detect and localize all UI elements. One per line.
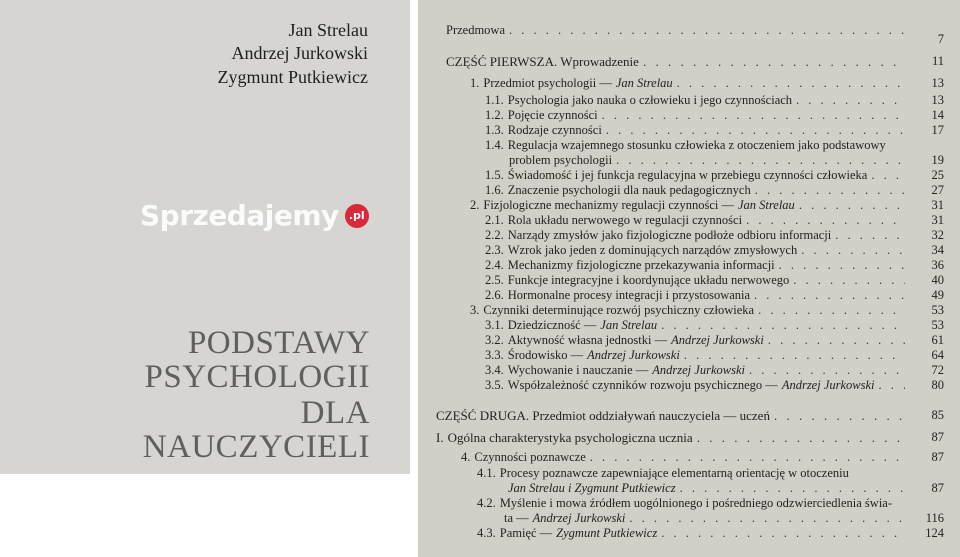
dot-leader — [774, 408, 905, 423]
toc-entry-title: Świadomość i jej funkcja regulacyjna w przebiegu czynności człowieka — [507, 168, 868, 182]
toc-page-number: 40 — [931, 273, 944, 287]
toc-entry-number: 4.1. — [477, 466, 496, 480]
toc-entry-title: Czynniki determinujące rozwój psychiczny człowieka — [483, 303, 755, 317]
cover-author: Jan Strelau — [288, 20, 368, 40]
watermark-logo: Sprzedajemy — [140, 199, 339, 232]
toc-entry-author: Jan Strelau — [737, 198, 795, 212]
toc-entry — [436, 408, 905, 423]
toc-page-number: 53 — [931, 318, 944, 332]
watermark-badge: .pl — [345, 204, 369, 228]
toc-entry — [485, 93, 905, 108]
toc-page-number: 13 — [931, 93, 944, 107]
toc-page-number: 85 — [931, 408, 944, 422]
toc-entry — [509, 153, 905, 168]
toc-page-number: 80 — [931, 378, 944, 392]
dot-leader — [616, 153, 905, 168]
dot-leader — [684, 348, 905, 363]
toc-entry — [485, 258, 905, 273]
dot-leader — [758, 303, 905, 318]
book-cover — [0, 0, 410, 474]
toc-entry-author: Jan Strelau — [615, 76, 673, 90]
toc-entry-number: 1.2. — [485, 108, 504, 122]
toc-entry-author: Andrzej Jurkowski — [587, 348, 680, 362]
toc-entry — [470, 303, 905, 318]
toc-entry-number: 1. — [470, 76, 480, 90]
dot-leader — [835, 228, 905, 243]
toc-entry-title: Narządy zmysłów jako fizjologiczne podłoże odbioru informacji — [507, 228, 832, 242]
dot-leader — [697, 430, 905, 445]
toc-entry — [470, 198, 905, 213]
toc-entry-title: Środowisko — — [507, 348, 584, 362]
toc-page-number: 7 — [937, 32, 944, 46]
toc-entry-number: 3.3. — [485, 348, 504, 362]
toc-entry — [461, 450, 905, 465]
dot-leader — [677, 76, 905, 91]
dot-leader — [643, 54, 905, 69]
toc-entry — [485, 363, 905, 378]
toc-entry-title: Funkcje integracyjne i koordynujące układu nerwowego — [507, 273, 790, 287]
toc-entry-title: Znaczenie psychologii dla nauk pedagogicznych — [507, 183, 751, 197]
toc-entry-number: 3.5. — [485, 378, 504, 392]
toc-entry-title: problem psychologii — [509, 153, 613, 167]
dot-leader — [746, 213, 905, 228]
dot-leader — [590, 450, 905, 465]
dot-leader — [680, 481, 905, 496]
toc-page-number: 31 — [931, 213, 944, 227]
toc-entry-author: Andrzej Jurkowski — [671, 333, 764, 347]
toc-entry-number: 2.6. — [485, 288, 504, 302]
dot-leader — [879, 378, 905, 393]
toc-entry-title: Pamięć — — [499, 526, 553, 540]
toc-entry-title: Przedmowa — [446, 23, 506, 37]
toc-entry — [477, 496, 920, 511]
dot-leader — [509, 23, 905, 38]
cover-title-line: DLA — [300, 395, 370, 431]
toc-entry — [470, 76, 905, 91]
toc-entry-number: 3.4. — [485, 363, 504, 377]
toc-page-number: 87 — [931, 450, 944, 464]
toc-entry-title: Ogólna charakterystyka psychologiczna ucznia — [447, 430, 693, 445]
toc-entry — [477, 466, 920, 481]
toc-entry-title: Hormonalne procesy integracji i przystosowania — [507, 288, 751, 302]
toc-entry-number: 2. — [470, 198, 480, 212]
toc-entry-author: Andrzej Jurkowski — [532, 511, 626, 525]
toc-entry-number: 1.1. — [485, 93, 504, 107]
toc-entry-number: 1.4. — [485, 138, 504, 152]
toc-entry-author: Andrzej Jurkowski — [652, 363, 745, 377]
cover-title-line: PODSTAWY — [187, 325, 370, 361]
toc-entry-number: 2.3. — [485, 243, 504, 257]
dot-leader — [801, 243, 905, 258]
toc-entry — [485, 243, 905, 258]
toc-entry-title: Mechanizmy fizjologiczne przekazywania informacji — [507, 258, 775, 272]
dot-leader — [799, 198, 905, 213]
watermark — [140, 200, 369, 232]
cover-author: Zygmunt Putkiewicz — [217, 67, 368, 87]
toc-entry-title: Rodzaje czynności — [507, 123, 602, 137]
toc-entry-title: Współzależność czynników rozwoju psychicznego — — [507, 378, 778, 392]
toc-page-number: 124 — [925, 526, 944, 540]
toc-entry — [485, 318, 905, 333]
toc-entry — [485, 273, 905, 288]
toc-entry-title: Myślenie i mowa źródłem uogólnionego i pośredniego odzwierciedlenia świa- — [499, 496, 893, 510]
toc-entry-title: CZĘŚĆ DRUGA. Przedmiot oddziaływań nauczyciela — uczeń — [436, 408, 770, 423]
toc-entry-number: 1.6. — [485, 183, 504, 197]
toc-entry-title: Wychowanie i nauczanie — — [507, 363, 649, 377]
toc-page-number: 31 — [931, 198, 944, 212]
toc-entry-number: 3.2. — [485, 333, 504, 347]
toc-page-number: 87 — [931, 430, 944, 444]
toc-entry-author: Zygmunt Putkiewicz — [556, 526, 658, 540]
toc-entry-number: 3. — [470, 303, 480, 317]
toc-page-number: 19 — [931, 153, 944, 167]
toc-entry-title: Rola układu nerwowego w regulacji czynności — [507, 213, 743, 227]
toc-page-number: 34 — [931, 243, 944, 257]
dot-leader — [793, 273, 905, 288]
toc-entry-number: I. — [436, 430, 444, 445]
toc-entry-author: Andrzej Jurkowski — [781, 378, 875, 392]
toc-entry — [446, 23, 905, 38]
toc-entry — [485, 108, 905, 123]
toc-page-number: 11 — [931, 54, 944, 68]
toc-entry — [485, 333, 905, 348]
dot-leader — [629, 511, 905, 526]
toc-entry — [436, 430, 905, 445]
cover-author: Andrzej Jurkowski — [231, 43, 368, 63]
toc-page-number: 49 — [931, 288, 944, 302]
toc-entry-title: Psychologia jako nauka o człowieku i jego czynnościach — [507, 93, 793, 107]
toc-entry-title: Aktywność własna jednostki — — [507, 333, 668, 347]
toc-entry — [485, 288, 905, 303]
toc-page-number: 27 — [931, 183, 944, 197]
dot-leader — [661, 318, 905, 333]
toc-entry-number: 2.1. — [485, 213, 504, 227]
dot-leader — [602, 108, 905, 123]
toc-page-number: 14 — [931, 108, 944, 122]
toc-entry-title: Przedmiot psychologii — — [483, 76, 612, 90]
toc-entry — [485, 213, 905, 228]
toc-page-number: 36 — [931, 258, 944, 272]
toc-entry-number: 1.3. — [485, 123, 504, 137]
dot-leader — [661, 526, 905, 541]
toc-entry-number: 2.4. — [485, 258, 504, 272]
toc-page-number: 64 — [931, 348, 944, 362]
dot-leader — [755, 183, 905, 198]
toc-entry-author: Jan Strelau — [600, 318, 658, 332]
toc-page-number: 17 — [931, 123, 944, 137]
toc-page-number: 87 — [931, 481, 944, 495]
cover-title-line: PSYCHOLOGII — [144, 359, 370, 395]
toc-entry — [485, 123, 905, 138]
dot-leader — [871, 168, 905, 183]
table-of-contents-page — [418, 0, 960, 557]
cover-title-line: NAUCZYCIELI — [142, 429, 370, 465]
toc-entry-number: 2.5. — [485, 273, 504, 287]
toc-entry-number: 4.3. — [477, 526, 496, 540]
dot-leader — [754, 288, 905, 303]
toc-entry-number: 1.5. — [485, 168, 504, 182]
toc-entry — [446, 54, 905, 69]
toc-entry-title: Fizjologiczne mechanizmy regulacji czynności — — [483, 198, 734, 212]
toc-entry-number: 2.2. — [485, 228, 504, 242]
toc-entry-title: Procesy poznawcze zapewniające elementarną orientację w otoczeniu — [499, 466, 849, 480]
toc-entry-number: 3.1. — [485, 318, 504, 332]
toc-entry-number: 4. — [461, 450, 471, 464]
toc-page-number: 25 — [931, 168, 944, 182]
toc-entry — [485, 348, 905, 363]
toc-entry-title: Dziedziczność — — [507, 318, 597, 332]
toc-page-number: 72 — [931, 363, 944, 377]
toc-entry — [504, 481, 905, 496]
toc-entry — [485, 378, 905, 393]
toc-entry-title: Regulacja wzajemnego stosunku człowieka z otoczeniem jako podstawowy — [507, 138, 886, 152]
toc-page-number: 13 — [931, 76, 944, 90]
toc-entry-title: Wzrok jako jeden z dominujących narządów zmysłowych — [507, 243, 798, 257]
dot-leader — [749, 363, 905, 378]
toc-entry — [485, 138, 920, 153]
dot-leader — [796, 93, 905, 108]
toc-entry-number: 4.2. — [477, 496, 496, 510]
toc-entry-title: ta — — [504, 511, 529, 525]
toc-entry — [485, 183, 905, 198]
toc-entry — [477, 526, 905, 541]
toc-entry-title: Pojęcie czynności — [507, 108, 598, 122]
toc-page-number: 61 — [931, 333, 944, 347]
toc-entry-author: Jan Strelau i Zygmunt Putkiewicz — [508, 481, 676, 495]
toc-page-number: 53 — [931, 303, 944, 317]
toc-page-number: 116 — [925, 511, 944, 525]
toc-entry — [485, 168, 905, 183]
dot-leader — [768, 333, 905, 348]
toc-entry — [485, 228, 905, 243]
toc-entry-title: CZĘŚĆ PIERWSZA. Wprowadzenie — [446, 54, 639, 69]
toc-page-number: 32 — [931, 228, 944, 242]
dot-leader — [779, 258, 905, 273]
toc-entry-title: Czynności poznawcze — [474, 450, 586, 464]
toc-entry — [504, 511, 905, 526]
dot-leader — [606, 123, 905, 138]
